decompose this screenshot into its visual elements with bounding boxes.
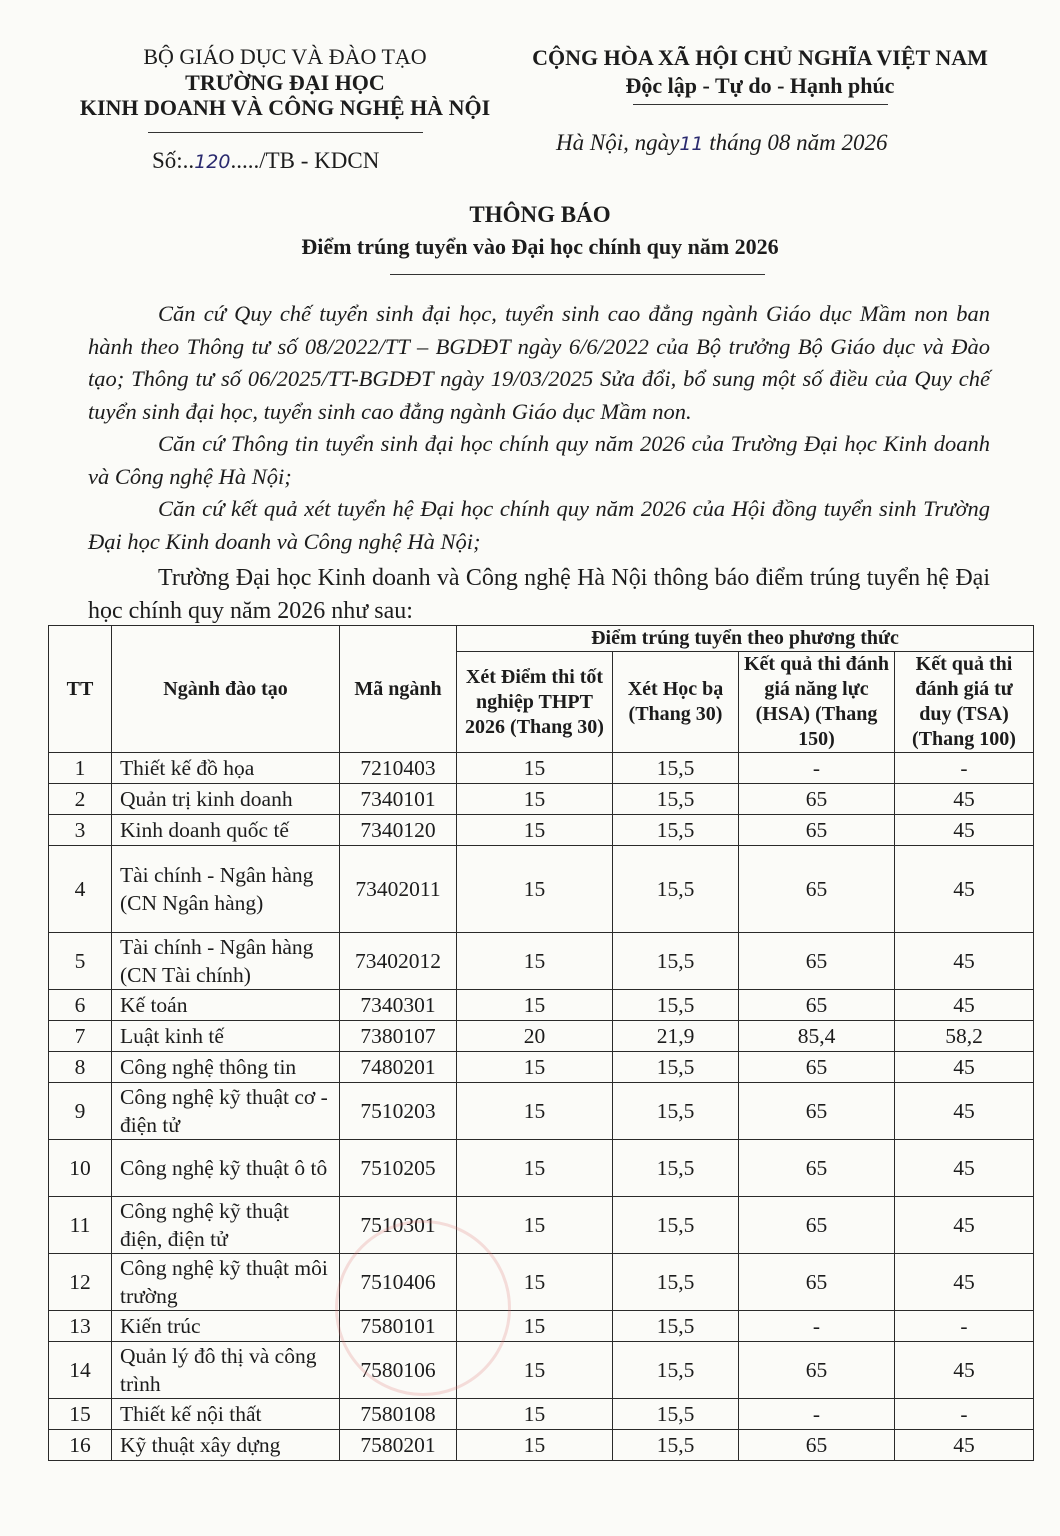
header-method-group: Điểm trúng tuyển theo phương thức — [457, 626, 1034, 652]
cell-major: Tài chính - Ngân hàng (CN Ngân hàng) — [112, 846, 340, 933]
cell-major: Công nghệ kỹ thuật ô tô — [112, 1140, 340, 1197]
date-suffix: tháng 08 năm 2026 — [703, 130, 888, 155]
school-name-line2: KINH DOANH VÀ CÔNG NGHỆ HÀ NỘI — [79, 95, 491, 120]
cell-hocba: 15,5 — [613, 1430, 739, 1461]
cell-code: 7380107 — [340, 1021, 457, 1052]
cell-hsa: 65 — [739, 990, 895, 1021]
table-row — [49, 1021, 1034, 1052]
cell-code: 7340301 — [340, 990, 457, 1021]
table-row — [49, 1311, 1034, 1342]
cell-hocba: 15,5 — [613, 933, 739, 990]
cell-code: 7580101 — [340, 1311, 457, 1342]
national-motto: Độc lập - Tự do - Hạnh phúc — [625, 73, 895, 98]
header-code: Mã ngành — [340, 626, 457, 753]
header-hsa: Kết quả thi đánh giá năng lực (HSA) (Thang 150) — [739, 652, 895, 753]
cell-tt: 12 — [49, 1254, 112, 1311]
header-major: Ngành đào tạo — [112, 626, 340, 753]
cell-hsa: 65 — [739, 1140, 895, 1197]
table-row — [49, 784, 1034, 815]
cell-code: 7580108 — [340, 1399, 457, 1430]
cell-hsa: 85,4 — [739, 1021, 895, 1052]
header-divider — [148, 132, 423, 133]
cell-thpt: 15 — [457, 1052, 613, 1083]
cell-hsa: - — [739, 1399, 895, 1430]
cell-tt: 15 — [49, 1399, 112, 1430]
cell-tsa: 45 — [895, 815, 1034, 846]
cell-hocba: 15,5 — [613, 990, 739, 1021]
cell-tt: 4 — [49, 846, 112, 933]
cell-hocba: 15,5 — [613, 1052, 739, 1083]
cell-major: Kiến trúc — [112, 1311, 340, 1342]
ministry-name: BỘ GIÁO DỤC VÀ ĐÀO TẠO — [143, 44, 427, 69]
cell-thpt: 15 — [457, 846, 613, 933]
cell-hsa: 65 — [739, 1052, 895, 1083]
cell-major: Công nghệ kỹ thuật điện, điện tử — [112, 1197, 340, 1254]
header-tsa: Kết quả thi đánh giá tư duy (TSA) (Thang 100) — [895, 652, 1034, 753]
cell-tsa: 45 — [895, 1430, 1034, 1461]
cell-tsa: - — [895, 1399, 1034, 1430]
cell-thpt: 15 — [457, 990, 613, 1021]
cell-tt: 14 — [49, 1342, 112, 1399]
cell-hsa: 65 — [739, 815, 895, 846]
table-row — [49, 1254, 1034, 1311]
cell-tt: 5 — [49, 933, 112, 990]
cell-code: 7510301 — [340, 1197, 457, 1254]
cell-tt: 10 — [49, 1140, 112, 1197]
table-row — [49, 846, 1034, 933]
cell-tsa: 45 — [895, 1083, 1034, 1140]
document-number — [152, 148, 379, 174]
cell-code: 7510203 — [340, 1083, 457, 1140]
table-row — [49, 933, 1034, 990]
cell-tsa: - — [895, 1311, 1034, 1342]
cell-code: 7510205 — [340, 1140, 457, 1197]
cell-tsa: 45 — [895, 1140, 1034, 1197]
cell-code: 73402011 — [340, 846, 457, 933]
cell-major: Công nghệ kỹ thuật cơ - điện tử — [112, 1083, 340, 1140]
header-thpt: Xét Điểm thi tốt nghiệp THPT 2026 (Thang 30) — [457, 652, 613, 753]
table-row — [49, 1083, 1034, 1140]
cell-tsa: 58,2 — [895, 1021, 1034, 1052]
cell-hsa: 65 — [739, 1342, 895, 1399]
cell-hocba: 15,5 — [613, 846, 739, 933]
issuer-header — [60, 44, 510, 133]
cell-thpt: 15 — [457, 1083, 613, 1140]
issue-date — [556, 130, 888, 156]
notice-title: THÔNG BÁO — [469, 202, 611, 227]
cell-major: Kinh doanh quốc tế — [112, 815, 340, 846]
date-prefix: Hà Nội, ngày — [556, 130, 680, 155]
cell-tt: 9 — [49, 1083, 112, 1140]
cell-hsa: 65 — [739, 933, 895, 990]
cell-major: Thiết kế đồ họa — [112, 753, 340, 784]
legal-basis-3: Căn cứ kết quả xét tuyển hệ Đại học chính quy năm 2026 của Hội đồng tuyển sinh Trường Đại học Kinh doanh và Công nghệ Hà Nội; — [88, 496, 990, 554]
cell-hocba: 15,5 — [613, 784, 739, 815]
motto-divider — [633, 104, 888, 105]
cell-code: 7210403 — [340, 753, 457, 784]
cell-tt: 7 — [49, 1021, 112, 1052]
title-divider — [390, 274, 765, 275]
intro-statement: Trường Đại học Kinh doanh và Công nghệ Hà Nội thông báo điểm trúng tuyển hệ Đại học chính quy năm 2026 như sau: — [88, 565, 990, 624]
cell-thpt: 15 — [457, 1311, 613, 1342]
header-tt: TT — [49, 626, 112, 753]
cell-tsa: 45 — [895, 1052, 1034, 1083]
table-row — [49, 1430, 1034, 1461]
cell-hocba: 15,5 — [613, 1140, 739, 1197]
cell-hsa: 65 — [739, 1197, 895, 1254]
cell-major: Kỹ thuật xây dựng — [112, 1430, 340, 1461]
cell-code: 7580201 — [340, 1430, 457, 1461]
cell-tsa: 45 — [895, 1254, 1034, 1311]
document-number-prefix: Số:.. — [152, 148, 195, 173]
national-header — [520, 44, 1000, 105]
cell-major: Kế toán — [112, 990, 340, 1021]
cell-tt: 3 — [49, 815, 112, 846]
cell-hsa: 65 — [739, 784, 895, 815]
cell-hsa: 65 — [739, 1430, 895, 1461]
cell-hocba: 15,5 — [613, 815, 739, 846]
cell-thpt: 15 — [457, 753, 613, 784]
cell-hsa: 65 — [739, 1083, 895, 1140]
table-row — [49, 990, 1034, 1021]
legal-basis-1: Căn cứ Quy chế tuyển sinh đại học, tuyển sinh cao đẳng ngành Giáo dục Mầm non ban hành theo Thông tư số 08/2022/TT – BGDĐT ngày 6/6/2022 của Bộ trưởng Bộ Giáo dục và Đào tạo; Thông tư số 06/2025/TT-BGDĐT ngày 19/03/2025 Sửa đổi, bổ sung một số điều của Quy chế tuyển sinh đại học, tuyển sinh cao đẳng ngành Giáo dục Mầm non. — [88, 301, 990, 424]
cell-major: Quản trị kinh doanh — [112, 784, 340, 815]
cell-tt: 13 — [49, 1311, 112, 1342]
cell-tt: 8 — [49, 1052, 112, 1083]
header-hocba: Xét Học bạ (Thang 30) — [613, 652, 739, 753]
country-name: CỘNG HÒA XÃ HỘI CHỦ NGHĨA VIỆT NAM — [532, 45, 988, 70]
cell-hsa: 65 — [739, 1254, 895, 1311]
cell-major: Tài chính - Ngân hàng (CN Tài chính) — [112, 933, 340, 990]
notice-subtitle: Điểm trúng tuyển vào Đại học chính quy năm 2026 — [301, 234, 779, 259]
cell-hsa: - — [739, 753, 895, 784]
cell-major: Quản lý đô thị và công trình — [112, 1342, 340, 1399]
cell-major: Luật kinh tế — [112, 1021, 340, 1052]
cell-code: 7510406 — [340, 1254, 457, 1311]
cell-tsa: - — [895, 753, 1034, 784]
cell-thpt: 15 — [457, 1254, 613, 1311]
cell-hocba: 15,5 — [613, 1254, 739, 1311]
cell-hocba: 15,5 — [613, 1083, 739, 1140]
cell-code: 7580106 — [340, 1342, 457, 1399]
cell-tt: 1 — [49, 753, 112, 784]
cell-hocba: 15,5 — [613, 1311, 739, 1342]
cell-tsa: 45 — [895, 784, 1034, 815]
cell-code: 73402012 — [340, 933, 457, 990]
cell-tt: 16 — [49, 1430, 112, 1461]
cell-code: 7340101 — [340, 784, 457, 815]
cell-thpt: 15 — [457, 1430, 613, 1461]
cell-tt: 2 — [49, 784, 112, 815]
cell-hocba: 15,5 — [613, 1399, 739, 1430]
cell-thpt: 15 — [457, 933, 613, 990]
cell-tsa: 45 — [895, 990, 1034, 1021]
cell-tsa: 45 — [895, 933, 1034, 990]
document-number-value: 120 — [194, 151, 231, 173]
cell-hsa: 65 — [739, 846, 895, 933]
cell-thpt: 15 — [457, 1197, 613, 1254]
cell-thpt: 20 — [457, 1021, 613, 1052]
table-row — [49, 1399, 1034, 1430]
table-row — [49, 1140, 1034, 1197]
cell-hocba: 15,5 — [613, 1197, 739, 1254]
cell-hocba: 15,5 — [613, 753, 739, 784]
cell-thpt: 15 — [457, 1342, 613, 1399]
cell-hocba: 15,5 — [613, 1342, 739, 1399]
notice-body — [88, 298, 990, 628]
cell-major: Công nghệ kỹ thuật môi trường — [112, 1254, 340, 1311]
table-row — [49, 753, 1034, 784]
cell-major: Công nghệ thông tin — [112, 1052, 340, 1083]
table-row — [49, 1197, 1034, 1254]
cell-thpt: 15 — [457, 784, 613, 815]
cell-thpt: 15 — [457, 815, 613, 846]
cell-tt: 11 — [49, 1197, 112, 1254]
date-day: 11 — [679, 133, 704, 155]
cell-major: Thiết kế nội thất — [112, 1399, 340, 1430]
cell-tt: 6 — [49, 990, 112, 1021]
cell-tsa: 45 — [895, 1197, 1034, 1254]
table-row — [49, 1052, 1034, 1083]
cell-thpt: 15 — [457, 1140, 613, 1197]
document-number-suffix: ...../TB - KDCN — [230, 148, 380, 173]
cell-thpt: 15 — [457, 1399, 613, 1430]
cell-hocba: 21,9 — [613, 1021, 739, 1052]
school-name-line1: TRƯỜNG ĐẠI HỌC — [185, 70, 385, 95]
cell-code: 7340120 — [340, 815, 457, 846]
cell-code: 7480201 — [340, 1052, 457, 1083]
legal-basis-2: Căn cứ Thông tin tuyển sinh đại học chính quy năm 2026 của Trường Đại học Kinh doanh và Công nghệ Hà Nội; — [88, 431, 990, 489]
table-row — [49, 1342, 1034, 1399]
cell-hsa: - — [739, 1311, 895, 1342]
cell-tsa: 45 — [895, 846, 1034, 933]
table-row — [49, 815, 1034, 846]
cell-tsa: 45 — [895, 1342, 1034, 1399]
admission-scores-table — [48, 625, 1034, 1461]
